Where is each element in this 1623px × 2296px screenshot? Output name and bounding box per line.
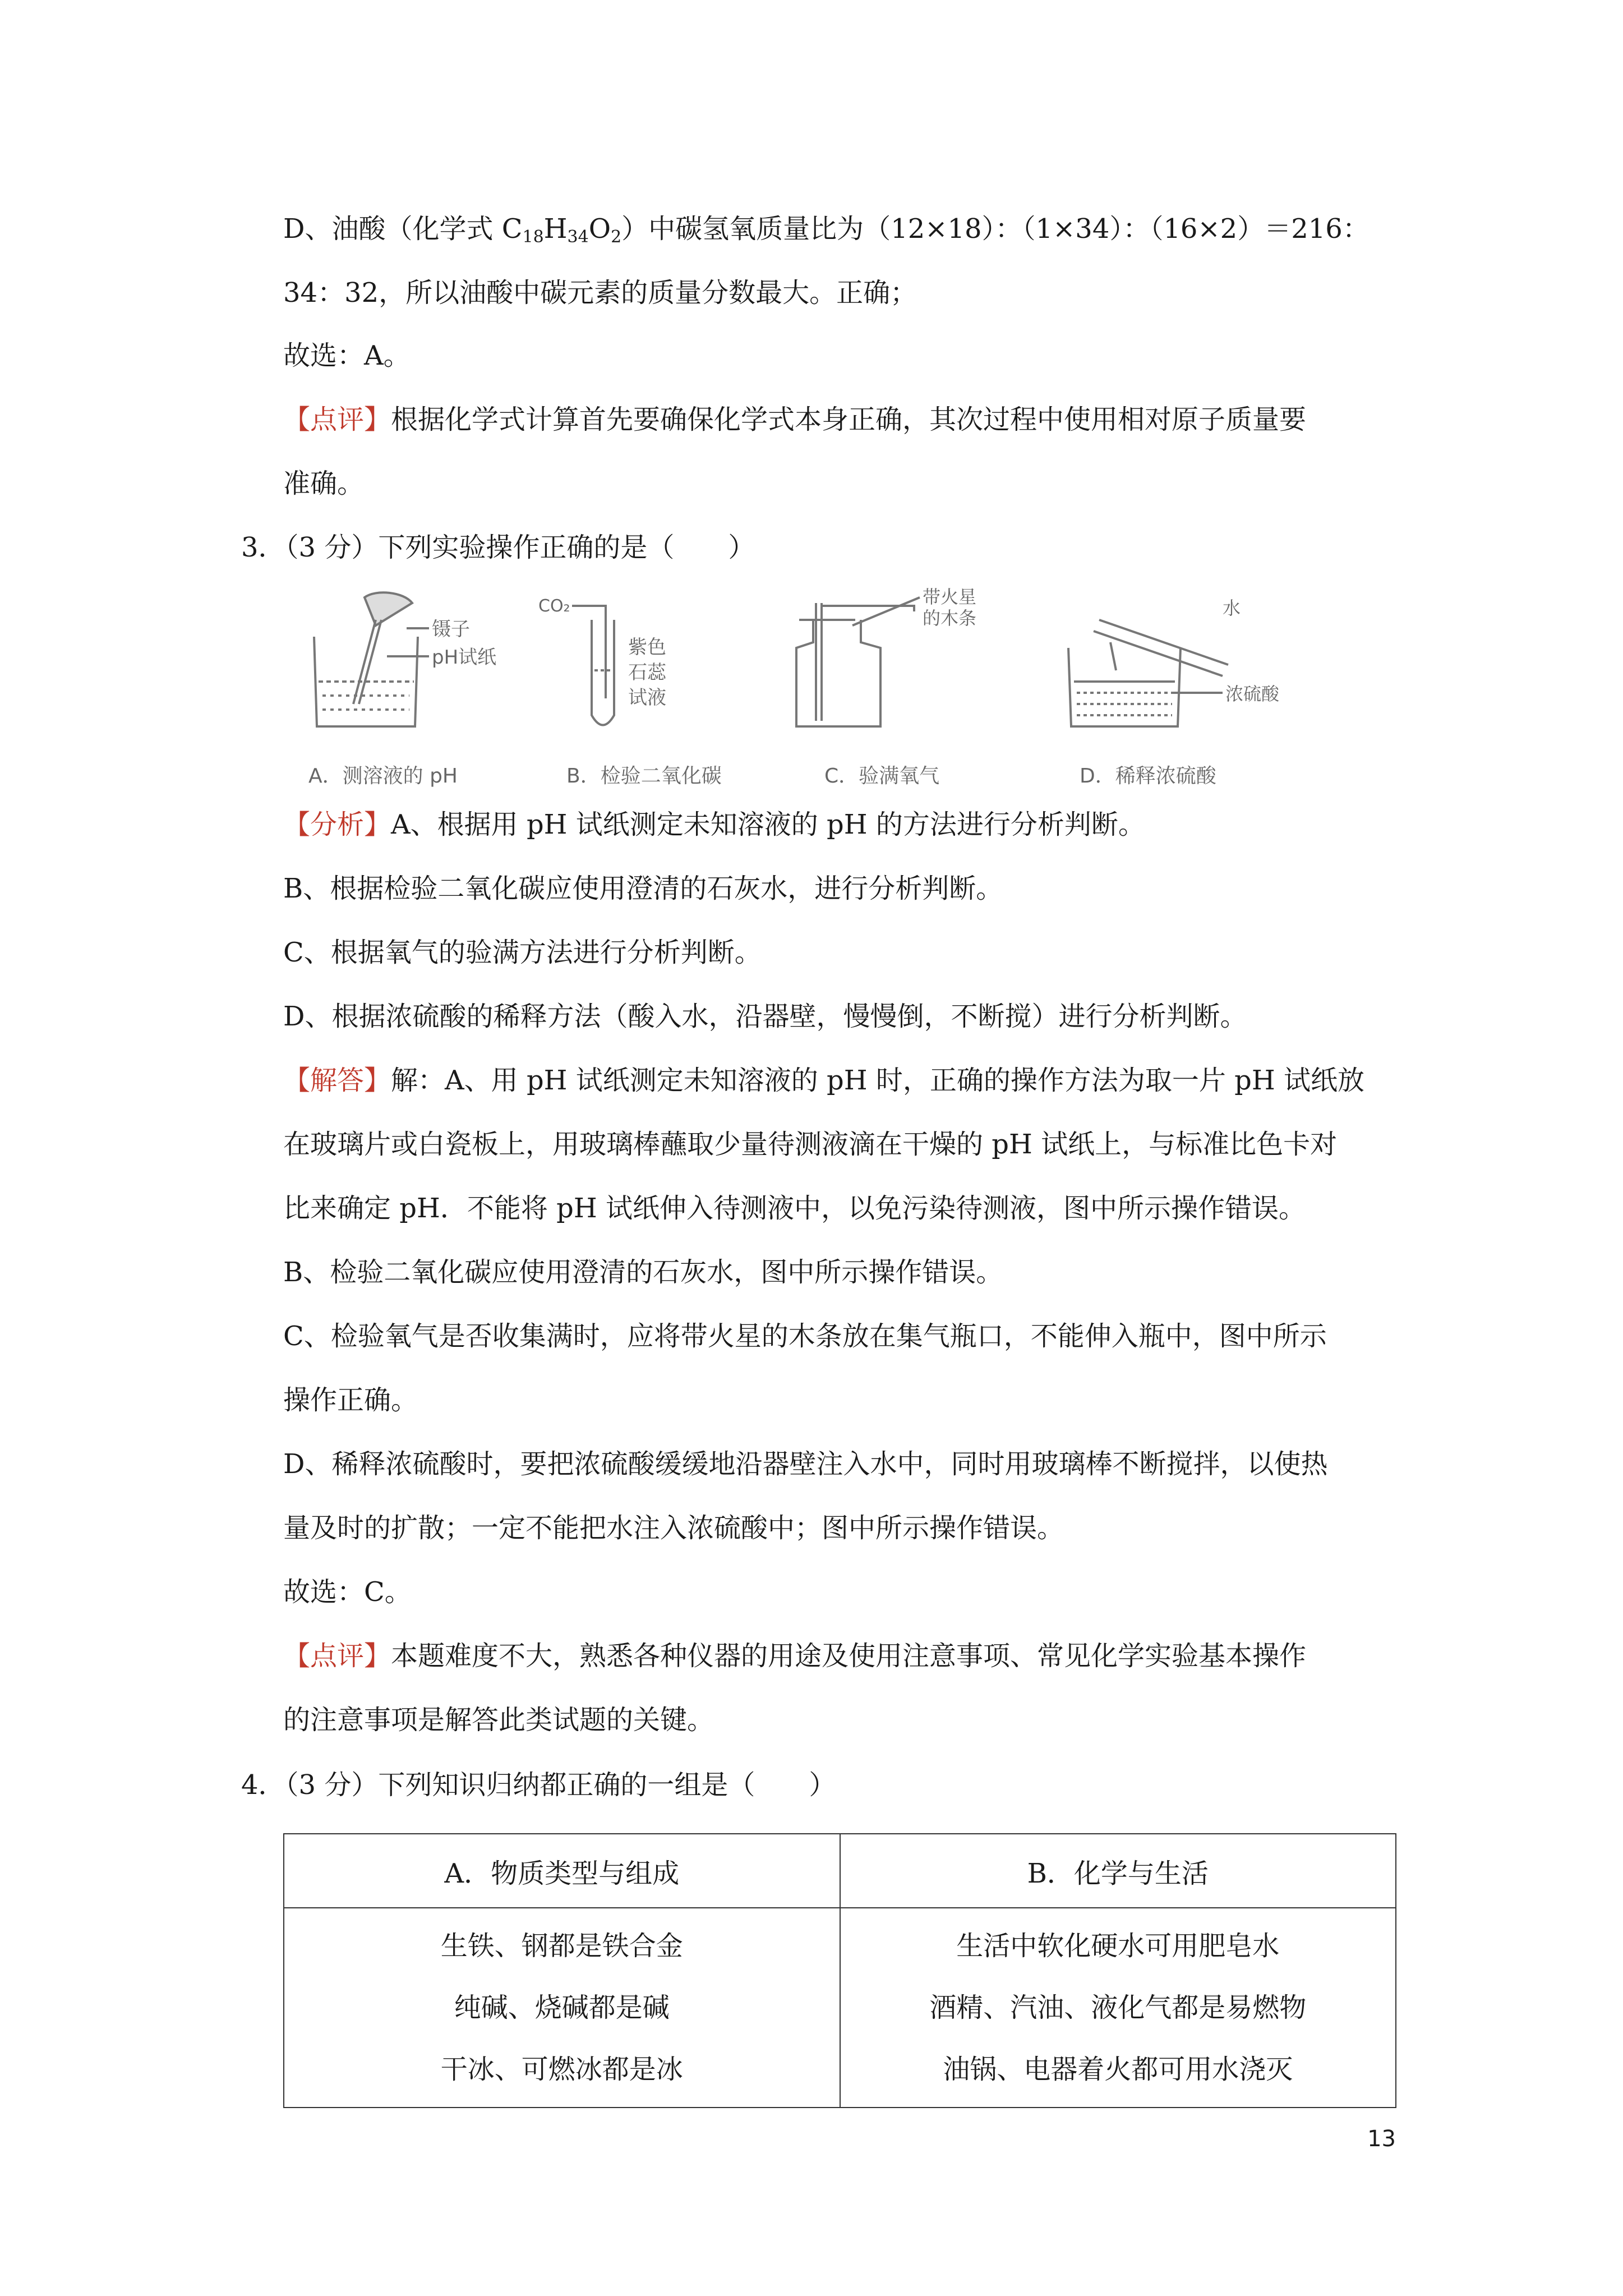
figure-d-dilute-acid [1068, 597, 1280, 726]
para-oleic-acid-line2: 34：32，所以油酸中碳元素的质量分数最大。正确； [283, 277, 917, 309]
caption-b: B．检验二氧化碳 [566, 765, 722, 788]
choice-q2: 故选：A。 [283, 340, 411, 371]
header-b: B．化学与生活 [840, 1834, 1396, 1908]
answer-d-line1: D、稀释浓硫酸时，要把浓硫酸缓缓地沿器壁注入水中，同时用玻璃棒不断搅拌，以使热 [283, 1448, 1328, 1480]
question-4-title: 4．（3 分）下列知识归纳都正确的一组是（ ） [241, 1769, 836, 1801]
label-purple: 紫色 [628, 636, 666, 659]
analysis-c: C、根据氧气的验满方法进行分析判断。 [283, 937, 762, 968]
caption-c: C．验满氧气 [824, 765, 940, 788]
review-q2-cont: 准确。 [283, 468, 365, 499]
table-header-row [284, 1834, 1396, 1908]
answer-tag: 【解答】 [283, 1065, 391, 1096]
figure-c-oxygen-test [796, 586, 976, 726]
label-wood-stick: 的木条 [923, 608, 977, 629]
label-solution: 试液 [628, 687, 666, 709]
figure-b-co2-test [538, 596, 667, 725]
cell-a-line: 生铁、钢都是铁合金 [440, 1930, 683, 1962]
cell-b-line: 酒精、汽油、液化气都是易燃物 [929, 1992, 1307, 2023]
experiment-figure [292, 586, 1329, 794]
caption-a: A．测溶液的 pH [308, 765, 458, 788]
caption-d: D．稀释浓硫酸 [1080, 765, 1216, 788]
label-water: 水 [1223, 597, 1241, 619]
choice-q3: 故选：C。 [283, 1576, 412, 1608]
analysis-a: 【分析】A、根据用 pH 试纸测定未知溶液的 pH 的方法进行分析判断。 [283, 809, 1145, 840]
label-conc-sulfuric: 浓硫酸 [1225, 683, 1280, 705]
page-number: 13 [1367, 2126, 1396, 2152]
header-a: A．物质类型与组成 [284, 1834, 840, 1908]
answer-c-line2: 操作正确。 [283, 1384, 418, 1416]
review-q2: 【点评】根据化学式计算首先要确保化学式本身正确，其次过程中使用相对原子质量要 [283, 404, 1307, 435]
answer-b: B、检验二氧化碳应使用澄清的石灰水，图中所示操作错误。 [283, 1257, 1003, 1288]
knowledge-table [283, 1833, 1396, 2108]
cell-b [840, 1908, 1396, 2108]
analysis-b: B、根据检验二氧化碳应使用澄清的石灰水，进行分析判断。 [283, 873, 1003, 904]
label-ph-paper: pH试纸 [432, 646, 497, 669]
analysis-tag: 【分析】 [283, 809, 391, 840]
answer-a-line3: 比来确定 pH．不能将 pH 试纸伸入待测液中，以免污染待测液，图中所示操作错误。 [283, 1193, 1306, 1224]
review-q3-cont: 的注意事项是解答此类试题的关键。 [283, 1704, 714, 1736]
figure-a-ph-test [314, 592, 496, 726]
answer-a-line1: 【解答】解：A、用 pH 试纸测定未知溶液的 pH 时，正确的操作方法为取一片 pH 试纸放 [283, 1065, 1364, 1096]
cell-a-line: 干冰、可燃冰都是冰 [440, 2054, 683, 2085]
cell-b-line: 油锅、电器着火都可用水浇灭 [943, 2054, 1293, 2085]
para-oleic-acid-line1: D、油酸（化学式 $C_{18}H_{34}O_2$）中碳氢氧质量比为（12×18）：（1×34）：（16×2）＝216： [283, 213, 1370, 247]
review-tag: 【点评】 [283, 1640, 391, 1672]
label-glowing: 带火星 [923, 586, 977, 608]
answer-a-line2: 在玻璃片或白瓷板上，用玻璃棒蘸取少量待测液滴在干燥的 pH 试纸上，与标准比色卡对 [283, 1129, 1338, 1160]
cell-a-line: 纯碱、烧碱都是碱 [454, 1992, 670, 2023]
answer-c-line1: C、检验氧气是否收集满时，应将带火星的木条放在集气瓶口，不能伸入瓶中，图中所示 [283, 1320, 1327, 1352]
cell-a [284, 1908, 840, 2108]
label-litmus: 石蕊 [628, 661, 666, 684]
answer-d-line2: 量及时的扩散；一定不能把水注入浓硫酸中；图中所示操作错误。 [283, 1512, 1064, 1544]
table-body-row [284, 1908, 1396, 2108]
analysis-d: D、根据浓硫酸的稀释方法（酸入水，沿器壁，慢慢倒，不断搅）进行分析判断。 [283, 1001, 1247, 1032]
review-q3: 【点评】本题难度不大，熟悉各种仪器的用途及使用注意事项、常见化学实验基本操作 [283, 1640, 1307, 1672]
question-3-title: 3．（3 分）下列实验操作正确的是（ ） [241, 532, 755, 563]
label-tweezers: 镊子 [432, 618, 470, 641]
cell-b-line: 生活中软化硬水可用肥皂水 [956, 1930, 1280, 1962]
review-tag: 【点评】 [283, 404, 391, 435]
label-co2: CO₂ [538, 596, 570, 616]
